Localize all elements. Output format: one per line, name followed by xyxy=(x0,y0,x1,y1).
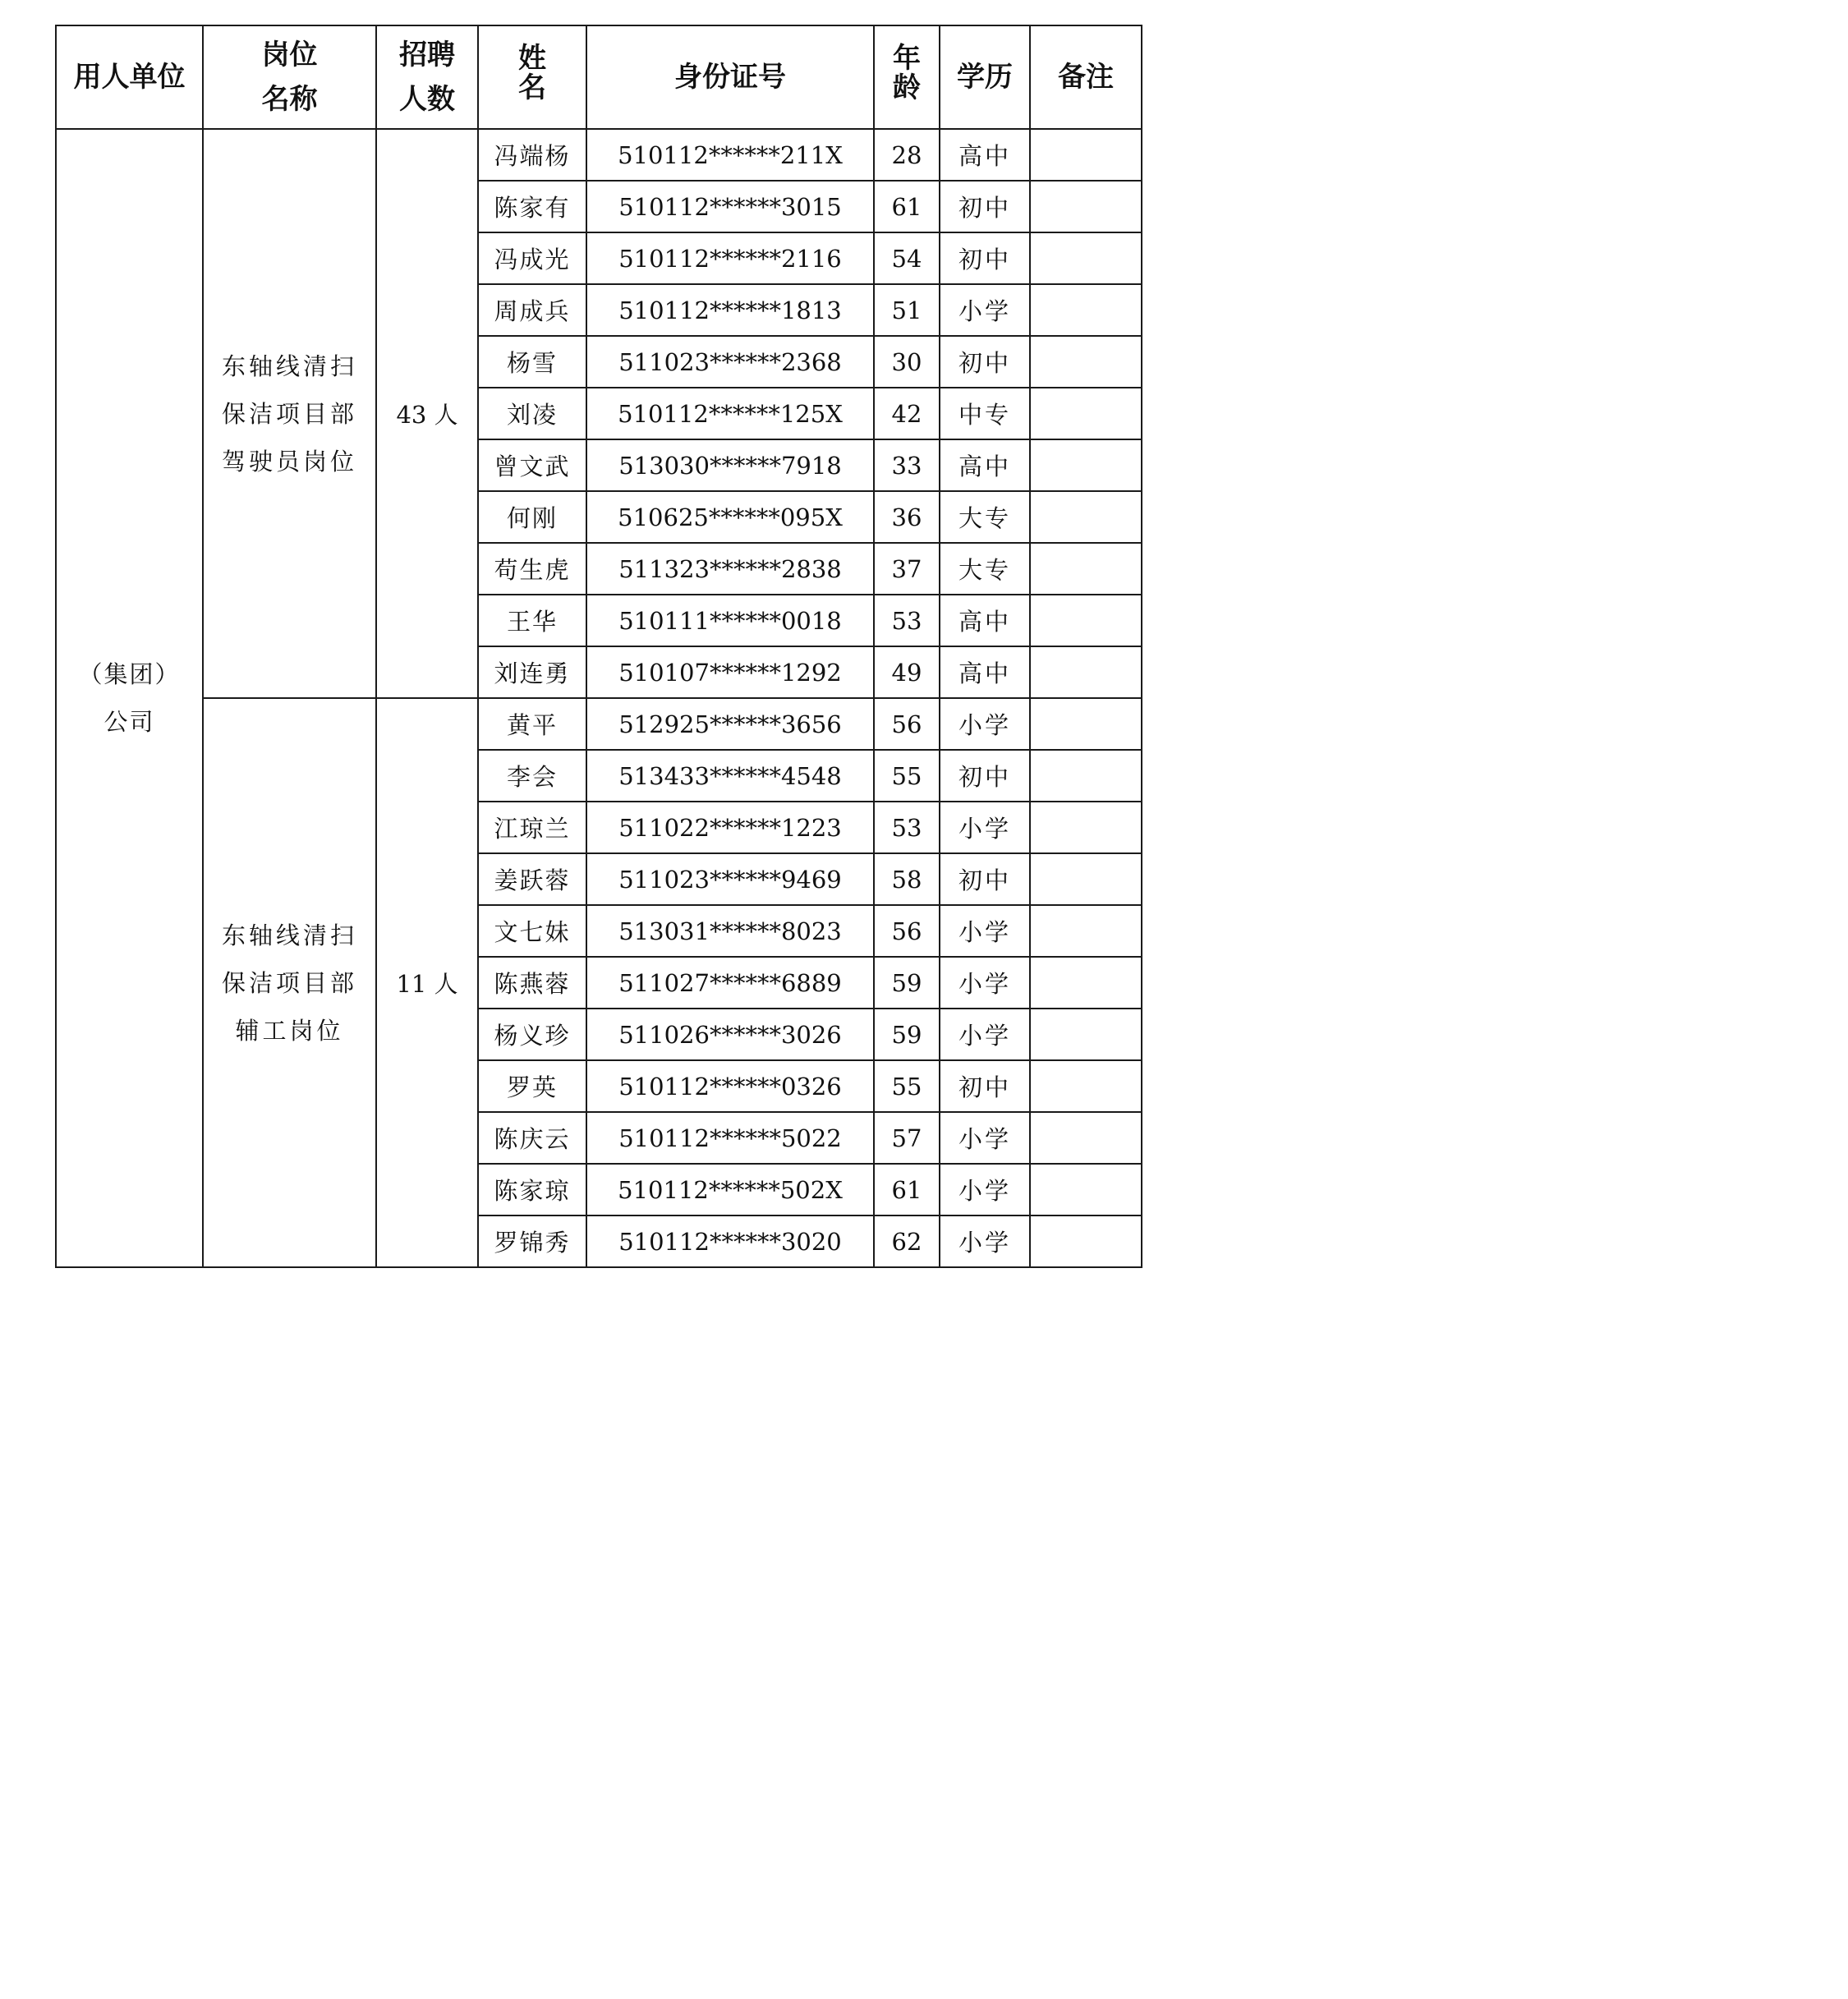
age: 37 xyxy=(874,543,940,595)
person-name: 苟生虎 xyxy=(478,543,586,595)
education: 高中 xyxy=(940,129,1030,181)
remark xyxy=(1030,646,1142,698)
remark xyxy=(1030,336,1142,388)
id-number: 511026******3026 xyxy=(586,1009,874,1060)
person-name: 江琼兰 xyxy=(478,802,586,853)
remark xyxy=(1030,905,1142,957)
remark xyxy=(1030,284,1142,336)
header-age xyxy=(874,25,940,129)
header-age-line2: 龄 xyxy=(893,71,921,104)
education: 小学 xyxy=(940,1215,1030,1267)
age: 28 xyxy=(874,129,940,181)
person-name: 李会 xyxy=(478,750,586,802)
id-number: 510112******211X xyxy=(586,129,874,181)
position-cell xyxy=(203,698,376,1267)
header-position-line1: 岗位 xyxy=(261,38,318,71)
employer-line1: （集团） xyxy=(78,660,181,688)
header-id-label: 身份证号 xyxy=(674,60,786,94)
id-number: 510111******0018 xyxy=(586,595,874,646)
remark xyxy=(1030,1164,1142,1215)
person-name: 周成兵 xyxy=(478,284,586,336)
id-number: 510112******1813 xyxy=(586,284,874,336)
person-name: 罗英 xyxy=(478,1060,586,1112)
id-number: 510625******095X xyxy=(586,491,874,543)
age: 58 xyxy=(874,853,940,905)
education: 小学 xyxy=(940,905,1030,957)
age: 57 xyxy=(874,1112,940,1164)
id-number: 511022******1223 xyxy=(586,802,874,853)
person-name: 姜跃蓉 xyxy=(478,853,586,905)
person-name: 陈家有 xyxy=(478,181,586,232)
position-line: 辅工岗位 xyxy=(235,1016,344,1045)
person-name: 刘凌 xyxy=(478,388,586,439)
age: 36 xyxy=(874,491,940,543)
employer-line2: 公司 xyxy=(103,708,155,736)
id-number: 511323******2838 xyxy=(586,543,874,595)
position-line: 东轴线清扫 xyxy=(221,352,357,380)
education: 初中 xyxy=(940,336,1030,388)
header-remarks-label: 备注 xyxy=(1058,60,1114,94)
header-name xyxy=(478,25,586,129)
education: 高中 xyxy=(940,646,1030,698)
header-name-line1: 姓 xyxy=(518,41,546,75)
age: 53 xyxy=(874,595,940,646)
recruit-count: 43 人 xyxy=(396,401,458,429)
position-cell xyxy=(203,129,376,698)
id-number: 513031******8023 xyxy=(586,905,874,957)
id-number: 510107******1292 xyxy=(586,646,874,698)
id-number: 510112******3015 xyxy=(586,181,874,232)
education: 小学 xyxy=(940,1009,1030,1060)
person-name: 王华 xyxy=(478,595,586,646)
header-unit-label: 用人单位 xyxy=(73,60,186,94)
age: 59 xyxy=(874,1009,940,1060)
header-education xyxy=(940,25,1030,129)
age: 33 xyxy=(874,439,940,491)
education: 初中 xyxy=(940,853,1030,905)
position-line: 保洁项目部 xyxy=(221,968,357,997)
header-position xyxy=(203,25,376,129)
position-line: 东轴线清扫 xyxy=(221,921,357,949)
id-number: 510112******502X xyxy=(586,1164,874,1215)
remark xyxy=(1030,491,1142,543)
age: 49 xyxy=(874,646,940,698)
id-number: 513030******7918 xyxy=(586,439,874,491)
remark xyxy=(1030,1009,1142,1060)
remark xyxy=(1030,595,1142,646)
id-number: 511023******9469 xyxy=(586,853,874,905)
age: 42 xyxy=(874,388,940,439)
header-education-label: 学历 xyxy=(957,60,1013,94)
table-body xyxy=(56,129,1142,1267)
education: 初中 xyxy=(940,750,1030,802)
header-count-line1: 招聘 xyxy=(399,38,455,71)
id-number: 510112******3020 xyxy=(586,1215,874,1267)
id-number: 511023******2368 xyxy=(586,336,874,388)
education: 高中 xyxy=(940,439,1030,491)
remark xyxy=(1030,1112,1142,1164)
id-number: 510112******2116 xyxy=(586,232,874,284)
table-row xyxy=(56,129,1142,181)
person-name: 罗锦秀 xyxy=(478,1215,586,1267)
education: 高中 xyxy=(940,595,1030,646)
age: 53 xyxy=(874,802,940,853)
age: 59 xyxy=(874,957,940,1009)
person-name: 文七妹 xyxy=(478,905,586,957)
recruit-count-cell xyxy=(376,698,478,1267)
id-number: 513433******4548 xyxy=(586,750,874,802)
person-name: 何刚 xyxy=(478,491,586,543)
person-name: 刘连勇 xyxy=(478,646,586,698)
age: 56 xyxy=(874,698,940,750)
id-number: 512925******3656 xyxy=(586,698,874,750)
position-line: 驾驶员岗位 xyxy=(221,447,357,476)
age: 54 xyxy=(874,232,940,284)
age: 30 xyxy=(874,336,940,388)
header-age-line1: 年 xyxy=(893,41,921,75)
id-number: 510112******5022 xyxy=(586,1112,874,1164)
person-name: 曾文武 xyxy=(478,439,586,491)
id-number: 511027******6889 xyxy=(586,957,874,1009)
recruit-count: 11 人 xyxy=(396,970,458,998)
position-line: 保洁项目部 xyxy=(221,399,357,428)
person-name: 陈燕蓉 xyxy=(478,957,586,1009)
education: 大专 xyxy=(940,491,1030,543)
person-name: 冯端杨 xyxy=(478,129,586,181)
remark xyxy=(1030,957,1142,1009)
remark xyxy=(1030,698,1142,750)
remark xyxy=(1030,1060,1142,1112)
remark xyxy=(1030,181,1142,232)
education: 初中 xyxy=(940,232,1030,284)
recruit-count-cell xyxy=(376,129,478,698)
education: 初中 xyxy=(940,181,1030,232)
education: 小学 xyxy=(940,802,1030,853)
education: 小学 xyxy=(940,284,1030,336)
person-name: 冯成光 xyxy=(478,232,586,284)
person-name: 杨雪 xyxy=(478,336,586,388)
age: 61 xyxy=(874,181,940,232)
remark xyxy=(1030,129,1142,181)
header-position-line2: 名称 xyxy=(261,83,318,116)
remark xyxy=(1030,750,1142,802)
employer-cell xyxy=(56,129,203,1267)
education: 小学 xyxy=(940,698,1030,750)
remark xyxy=(1030,232,1142,284)
table-row xyxy=(56,698,1142,750)
age: 51 xyxy=(874,284,940,336)
age: 56 xyxy=(874,905,940,957)
header-unit xyxy=(56,25,203,129)
remark xyxy=(1030,802,1142,853)
age: 55 xyxy=(874,750,940,802)
age: 62 xyxy=(874,1215,940,1267)
education: 小学 xyxy=(940,1164,1030,1215)
remark xyxy=(1030,388,1142,439)
education: 小学 xyxy=(940,957,1030,1009)
age: 61 xyxy=(874,1164,940,1215)
id-number: 510112******0326 xyxy=(586,1060,874,1112)
header-row xyxy=(56,25,1142,129)
education: 初中 xyxy=(940,1060,1030,1112)
recruitment-table xyxy=(55,25,1142,1268)
person-name: 黄平 xyxy=(478,698,586,750)
remark xyxy=(1030,439,1142,491)
person-name: 陈家琼 xyxy=(478,1164,586,1215)
header-id xyxy=(586,25,874,129)
id-number: 510112******125X xyxy=(586,388,874,439)
education: 小学 xyxy=(940,1112,1030,1164)
education: 大专 xyxy=(940,543,1030,595)
remark xyxy=(1030,543,1142,595)
header-count xyxy=(376,25,478,129)
remark xyxy=(1030,1215,1142,1267)
header-count-line2: 人数 xyxy=(399,83,455,116)
person-name: 陈庆云 xyxy=(478,1112,586,1164)
remark xyxy=(1030,853,1142,905)
age: 55 xyxy=(874,1060,940,1112)
header-remarks xyxy=(1030,25,1142,129)
person-name: 杨义珍 xyxy=(478,1009,586,1060)
education: 中专 xyxy=(940,388,1030,439)
header-name-line2: 名 xyxy=(518,71,546,104)
